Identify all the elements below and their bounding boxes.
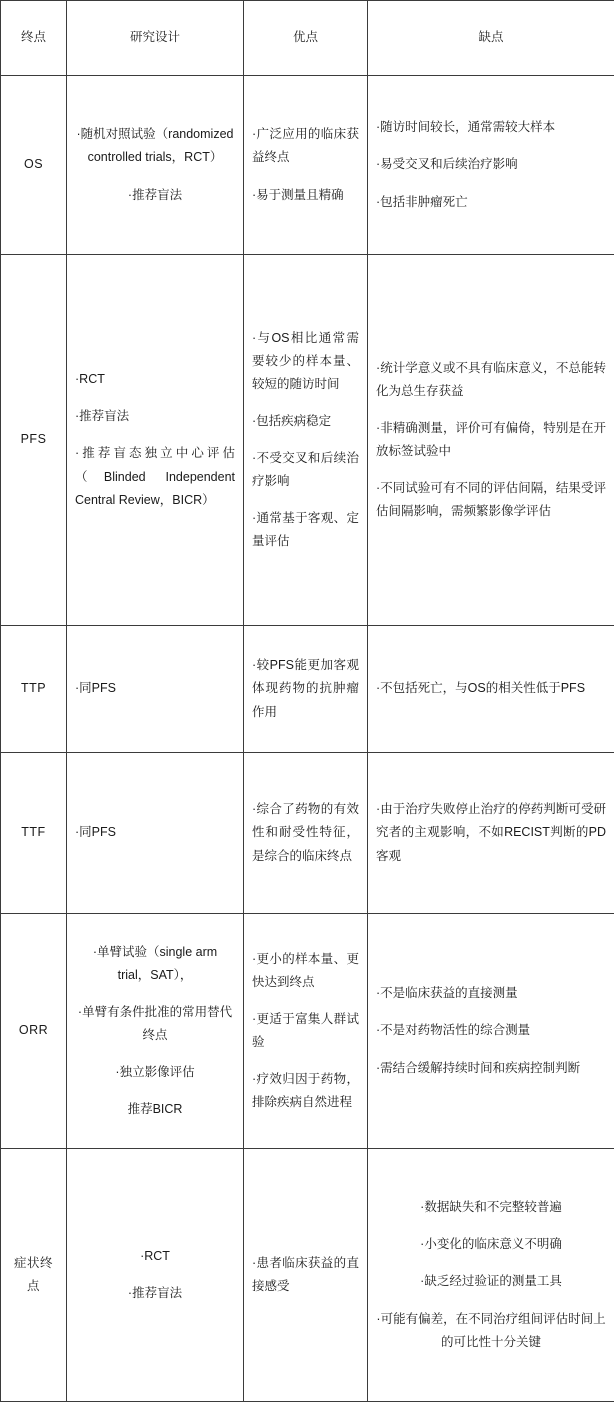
row-endpoint-orr: ORR	[1, 914, 67, 1149]
row-endpoint-symptom: 症状终点	[1, 1149, 67, 1402]
row-endpoint-ttf: TTF	[1, 753, 67, 914]
row-design-ttf: ·同PFS	[67, 753, 244, 914]
table-row	[1, 914, 614, 1149]
table-header-row	[1, 1, 614, 76]
row-pros-pfs: ·与OS相比通常需要较少的样本量、较短的随访时间 ·包括疾病稳定 ·不受交叉和后续治疗影响 ·通常基于客观、定量评估	[244, 255, 368, 626]
row-endpoint-ttp: TTP	[1, 626, 67, 753]
row-endpoint-pfs: PFS	[1, 255, 67, 626]
row-cons-ttf: ·由于治疗失败停止治疗的停药判断可受研究者的主观影响，不如RECIST判断的PD客观	[368, 753, 614, 914]
row-pros-os: ·广泛应用的临床获益终点 ·易于测量且精确	[244, 76, 368, 255]
header-cons: 缺点	[368, 1, 614, 76]
table-row	[1, 753, 614, 914]
table-row	[1, 255, 614, 626]
table-row	[1, 1149, 614, 1402]
row-cons-os: ·随访时间较长，通常需较大样本 ·易受交叉和后续治疗影响 ·包括非肿瘤死亡	[368, 76, 614, 255]
row-design-orr: ·单臂试验（single arm trial，SAT）， ·单臂有条件批准的常用替代终点 ·独立影像评估 推荐BICR	[67, 914, 244, 1149]
row-pros-orr: ·更小的样本量、更快达到终点 ·更适于富集人群试验 ·疗效归因于药物，排除疾病自然进程	[244, 914, 368, 1149]
row-pros-symptom: ·患者临床获益的直接感受	[244, 1149, 368, 1402]
row-cons-ttp: ·不包括死亡，与OS的相关性低于PFS	[368, 626, 614, 753]
header-endpoint: 终点	[1, 1, 67, 76]
row-design-ttp: ·同PFS	[67, 626, 244, 753]
row-pros-ttp: ·较PFS能更加客观体现药物的抗肿瘤作用	[244, 626, 368, 753]
row-cons-symptom: ·数据缺失和不完整较普遍 ·小变化的临床意义不明确 ·缺乏经过验证的测量工具 ·可能有偏差，在不同治疗组间评估时间上的可比性十分关键	[368, 1149, 614, 1402]
header-pros: 优点	[244, 1, 368, 76]
table-row	[1, 76, 614, 255]
row-design-symptom: ·RCT ·推荐盲法	[67, 1149, 244, 1402]
row-design-pfs: ·RCT ·推荐盲法 ·推荐盲态独立中心评估（Blinded Independent Central Review，BICR）	[67, 255, 244, 626]
row-cons-pfs: ·统计学意义或不具有临床意义，不总能转化为总生存获益 ·非精确测量，评价可有偏倚，特别是在开放标签试验中 ·不同试验可有不同的评估间隔，结果受评估间隔影响，需频繁影像学评估	[368, 255, 614, 626]
row-cons-orr: ·不是临床获益的直接测量 ·不是对药物活性的综合测量 ·需结合缓解持续时间和疾病控制判断	[368, 914, 614, 1149]
row-endpoint-os: OS	[1, 76, 67, 255]
table-row	[1, 626, 614, 753]
row-design-os: ·随机对照试验（randomized controlled trials，RCT） ·推荐盲法	[67, 76, 244, 255]
header-design: 研究设计	[67, 1, 244, 76]
row-pros-ttf: ·综合了药物的有效性和耐受性特征，是综合的临床终点	[244, 753, 368, 914]
